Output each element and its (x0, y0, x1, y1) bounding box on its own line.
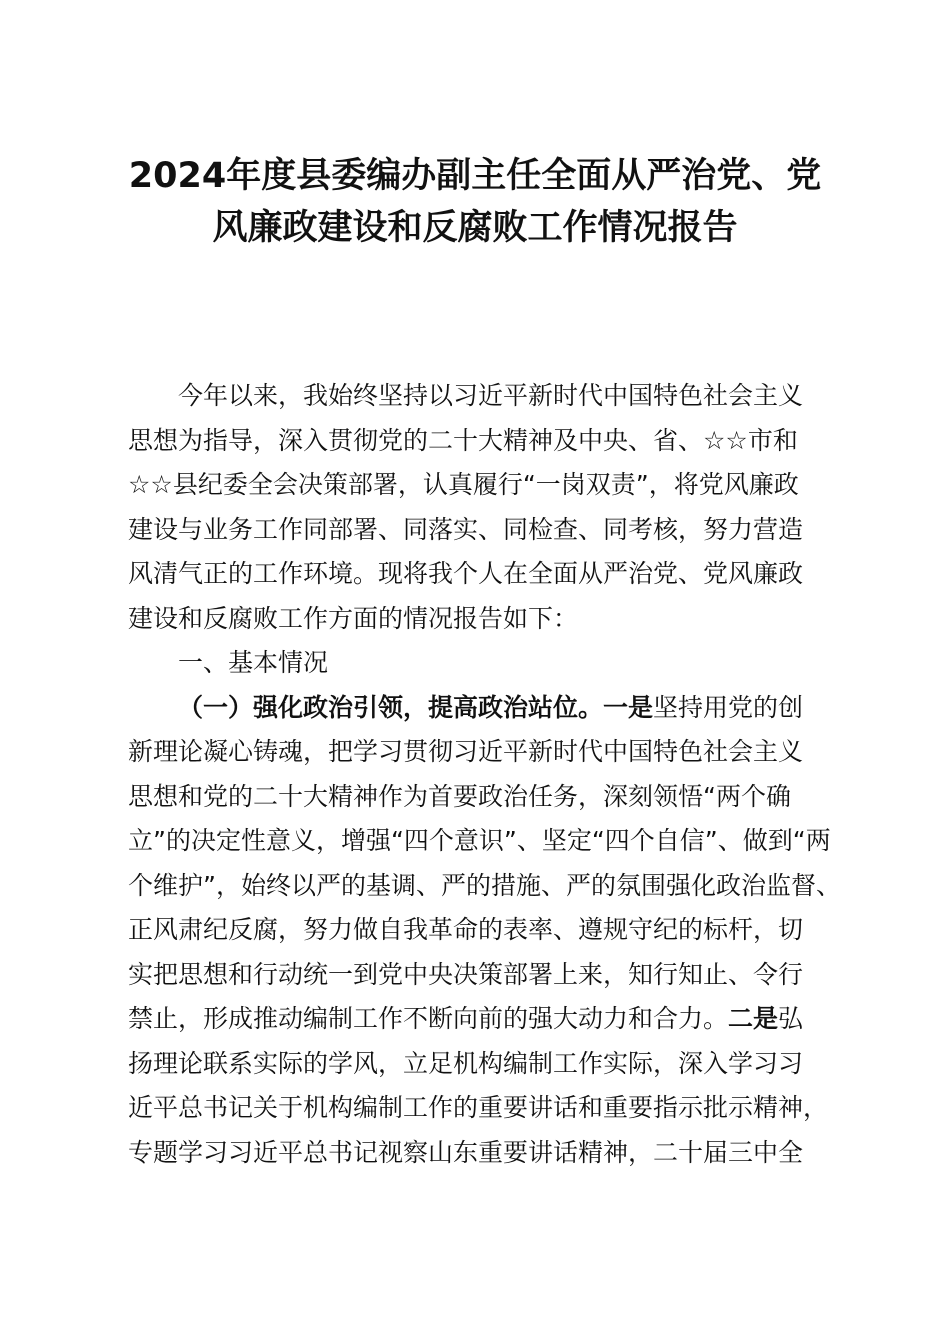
paragraph-text: 坚持用党的创 (653, 692, 804, 722)
paragraph-text: 弘 (778, 1004, 804, 1033)
paragraph-text: 禁止，形成推动编制工作不断向前的强大动力和合力。 (128, 1004, 729, 1033)
paragraph-line: 立”的决定性意义，增强“四个意识”、坚定“四个自信”、做到“两 (128, 826, 831, 855)
paragraph-line: 风清气正的工作环境。现将我个人在全面从严治党、党风廉政 (128, 559, 804, 588)
paragraph-line: 建设和反腐败工作方面的情况报告如下： (128, 603, 579, 633)
paragraph-line: ☆☆县纪委全会决策部署，认真履行“一岗双责”，将党风廉政 (128, 470, 799, 499)
paragraph-line: 建设与业务工作同部署、同落实、同检查、同考核，努力营造 (128, 514, 804, 544)
paragraph-line: 近平总书记关于机构编制工作的重要讲话和重要指示批示精神， (128, 1093, 829, 1122)
document-title (110, 150, 840, 254)
paragraph-line: 实把思想和行动统一到党中央决策部署上来，知行知止、令行 (128, 959, 804, 989)
paragraph-line: 个维护”，始终以严的基调、严的措施、严的氛围强化政治监督、 (128, 870, 841, 900)
section-heading: 一、基本情况 (178, 648, 329, 677)
paragraph-line: 今年以来，我始终坚持以习近平新时代中国特色社会主义 (178, 381, 804, 410)
paragraph-line: 思想和党的二十大精神作为首要政治任务，深刻领悟“两个确 (128, 781, 791, 811)
paragraph-line (128, 997, 840, 1042)
title-line-2: 风廉政建设和反腐败工作情况报告 (212, 208, 738, 248)
paragraph-line: 思想为指导，深入贯彻党的二十大精神及中央、省、☆☆市和 (128, 425, 798, 455)
title-line-1: 2024年度县委编办副主任全面从严治党、党 (128, 156, 822, 196)
subsection-heading: （一）强化政治引领，提高政治站位。 (178, 692, 604, 722)
paragraph-line (128, 686, 840, 731)
point-marker: 二是 (728, 1004, 779, 1033)
point-marker: 一是 (603, 692, 654, 722)
document-body (128, 374, 840, 1175)
paragraph-line: 新理论凝心铸魂，把学习贯彻习近平新时代中国特色社会主义 (128, 737, 804, 766)
paragraph-line: 扬理论联系实际的学风，立足机构编制工作实际，深入学习习 (128, 1048, 804, 1078)
paragraph-line: 专题学习习近平总书记视察山东重要讲话精神，二十届三中全 (128, 1137, 804, 1167)
paragraph-line: 正风肃纪反腐，努力做自我革命的表率、遵规守纪的标杆，切 (128, 915, 804, 944)
